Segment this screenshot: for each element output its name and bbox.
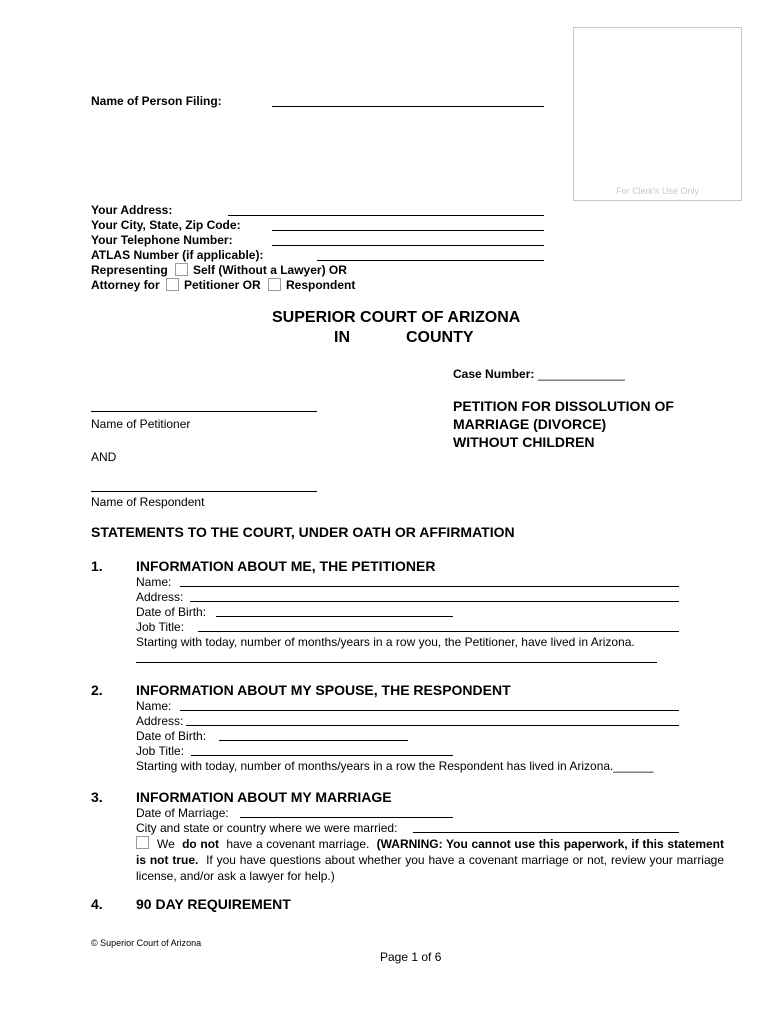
s1-job-field[interactable] [198, 631, 679, 632]
s2-residency-label: Starting with today, number of months/years in a row the Respondent has lived in Arizona.______ [136, 759, 654, 773]
s1-address-label: Address: [136, 590, 184, 604]
s2-name-field[interactable] [180, 710, 679, 711]
petition-title-line-1: PETITION FOR DISSOLUTION OF [453, 398, 674, 414]
self-checkbox[interactable] [175, 263, 188, 276]
s1-job-label: Job Title: [136, 620, 185, 634]
respondent-name-line[interactable] [91, 491, 317, 492]
name-of-respondent-label: Name of Respondent [91, 495, 205, 509]
your-address-field[interactable] [228, 215, 544, 216]
s3-place-field[interactable] [413, 832, 679, 833]
your-address-label: Your Address: [91, 203, 173, 217]
s1-dob-label: Date of Birth: [136, 605, 207, 619]
s3-date-field[interactable] [240, 817, 453, 818]
s1-residency-label: Starting with today, number of months/years in a row you, the Petitioner, have lived in Arizona. [136, 635, 635, 649]
section-4-title: 90 DAY REQUIREMENT [136, 896, 291, 912]
and-label: AND [91, 450, 117, 464]
petition-title-line-3: WITHOUT CHILDREN [453, 434, 595, 450]
representing-label: Representing [91, 263, 168, 277]
self-label: Self (Without a Lawyer) OR [193, 263, 347, 277]
name-of-petitioner-label: Name of Petitioner [91, 417, 191, 431]
s2-job-label: Job Title: [136, 744, 185, 758]
s3-place-label: City and state or country where we were married: [136, 821, 398, 835]
petitioner-or-label: Petitioner OR [184, 278, 261, 292]
petition-title-line-2: MARRIAGE (DIVORCE) [453, 416, 607, 432]
clerk-use-box [573, 27, 742, 201]
s2-address-label: Address: [136, 714, 184, 728]
covenant-statement [136, 836, 724, 884]
s1-dob-field[interactable] [216, 616, 453, 617]
attorney-for-label: Attorney for [91, 278, 160, 292]
s2-address-field[interactable] [186, 725, 679, 726]
s1-residency-field[interactable] [136, 662, 657, 663]
section-3-number: 3. [91, 789, 103, 805]
covenant-help: If you have questions about whether you have a covenant marriage or not, review your marriage license, and/or ask a lawyer for help.) [136, 853, 724, 883]
case-number-label: Case Number: [453, 367, 535, 381]
case-number-field[interactable]: _____________ [538, 367, 625, 381]
covenant-warning: (WARNING: You cannot use this paperwork, if this statement is not true. [136, 837, 724, 867]
atlas-label: ATLAS Number (if applicable): [91, 248, 264, 262]
section-1-number: 1. [91, 558, 103, 574]
s1-name-field[interactable] [180, 586, 679, 587]
petitioner-checkbox[interactable] [166, 278, 179, 291]
footer-page-number: Page 1 of 6 [380, 950, 442, 964]
name-of-person-filing-field[interactable] [272, 106, 544, 107]
atlas-field[interactable] [317, 260, 544, 261]
name-of-person-filing-label: Name of Person Filing: [91, 94, 222, 108]
covenant-text: have a covenant marriage. [226, 837, 370, 851]
clerk-use-label: For Clerk's Use Only [616, 186, 699, 196]
petitioner-name-line[interactable] [91, 411, 317, 412]
section-2-number: 2. [91, 682, 103, 698]
section-1-title: INFORMATION ABOUT ME, THE PETITIONER [136, 558, 436, 574]
court-title: SUPERIOR COURT OF ARIZONA [272, 309, 521, 326]
court-in: IN [334, 329, 350, 346]
section-2-title: INFORMATION ABOUT MY SPOUSE, THE RESPONDENT [136, 682, 511, 698]
s2-name-label: Name: [136, 699, 172, 713]
covenant-do-not: do not [182, 837, 220, 851]
s1-name-label: Name: [136, 575, 172, 589]
your-city-label: Your City, State, Zip Code: [91, 218, 241, 232]
section-3-title: INFORMATION ABOUT MY MARRIAGE [136, 789, 392, 805]
your-phone-label: Your Telephone Number: [91, 233, 233, 247]
s3-date-label: Date of Marriage: [136, 806, 229, 820]
respondent-checkbox[interactable] [268, 278, 281, 291]
s2-dob-field[interactable] [219, 740, 408, 741]
respondent-label: Respondent [286, 278, 356, 292]
your-phone-field[interactable] [272, 245, 544, 246]
s2-job-field[interactable] [191, 755, 453, 756]
footer-copyright: © Superior Court of Arizona [91, 938, 202, 948]
court-county: COUNTY [406, 329, 474, 346]
section-4-number: 4. [91, 896, 103, 912]
covenant-we: We [157, 837, 175, 851]
statements-heading: STATEMENTS TO THE COURT, UNDER OATH OR AFFIRMATION [91, 524, 515, 540]
s1-address-field[interactable] [190, 601, 679, 602]
s2-dob-label: Date of Birth: [136, 729, 207, 743]
your-city-field[interactable] [272, 230, 544, 231]
